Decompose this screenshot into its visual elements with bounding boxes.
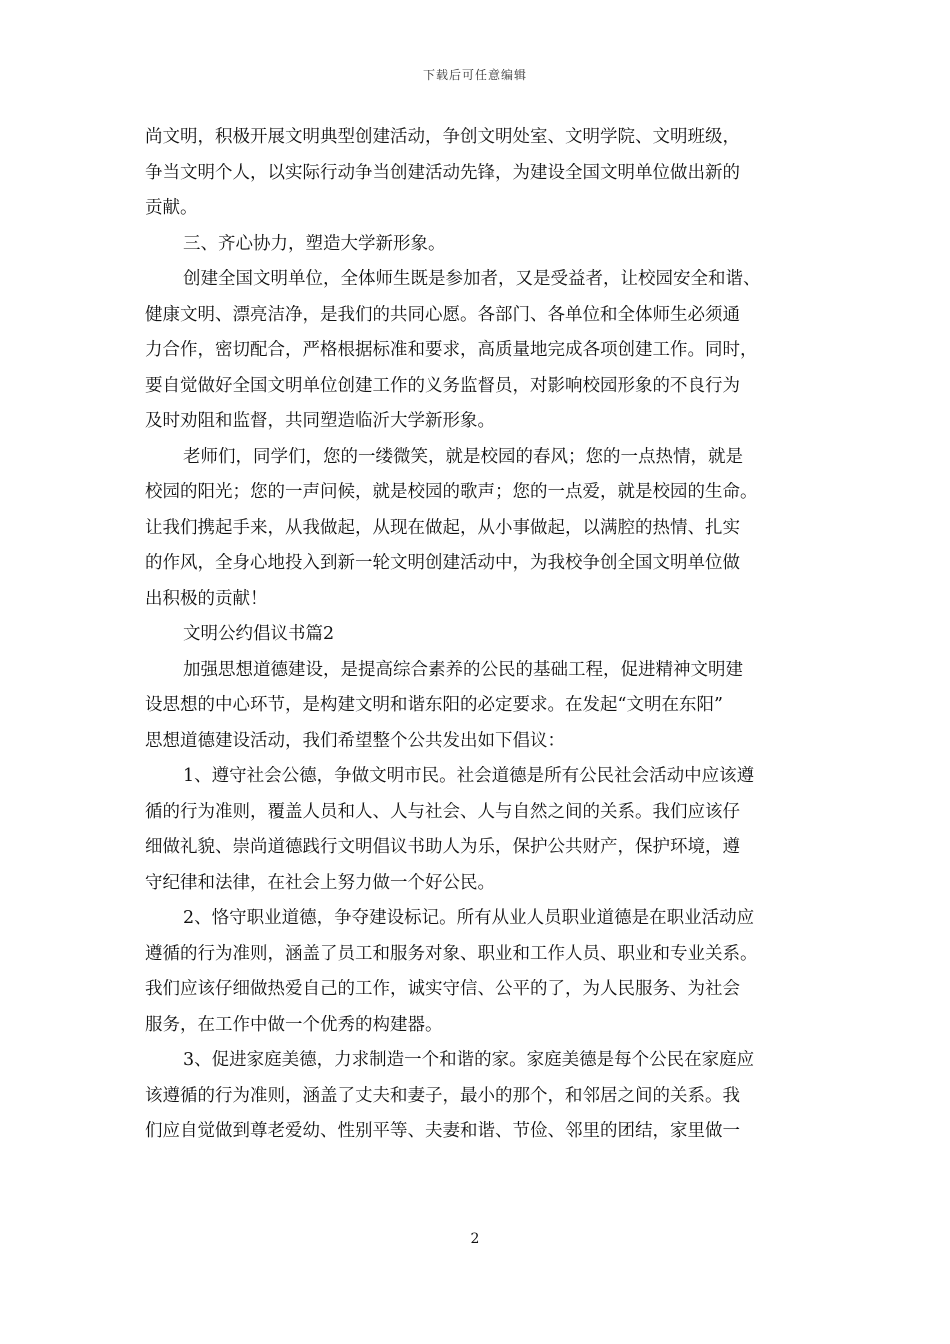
text-line: 及时劝阻和监督，共同塑造临沂大学新形象。: [145, 411, 495, 431]
page-number: 2: [470, 1231, 480, 1247]
text-line: 细做礼貌、崇尚道德践行文明倡议书助人为乐，保护公共财产，保护环境，遵: [145, 837, 740, 857]
text-line: 文明公约倡议书篇2: [183, 624, 335, 644]
text-line: 守纪律和法律，在社会上努力做一个好公民。: [145, 872, 495, 893]
text-line: 2、恪守职业道德，争夺建设标记。所有从业人员职业道德是在职业活动应: [183, 908, 755, 928]
text-line: 要自觉做好全国文明单位创建工作的义务监督员，对影响校园形象的不良行为: [145, 375, 740, 396]
text-line: 思想道德建设活动，我们希望整个公共发出如下倡议：: [145, 730, 565, 751]
text-line: 尚文明，积极开展文明典型创建活动，争创文明处室、文明学院、文明班级，: [145, 127, 740, 147]
text-line: 让我们携起手来，从我做起，从现在做起，从小事做起，以满腔的热情、扎实: [145, 517, 740, 538]
text-line: 循的行为准则，覆盖人员和人、人与社会、人与自然之间的关系。我们应该仔: [145, 801, 740, 822]
text-line: 服务，在工作中做一个优秀的构建器。: [145, 1014, 443, 1035]
text-line: 们应自觉做到尊老爱幼、性别平等、夫妻和谐、节俭、邻里的团结，家里做一: [145, 1121, 740, 1141]
text-line: 的作风，全身心地投入到新一轮文明创建活动中，为我校争创全国文明单位做: [145, 553, 740, 573]
text-line: 三、齐心协力，塑造大学新形象。: [183, 233, 446, 254]
text-line: 争当文明个人，以实际行动争当创建活动先锋，为建设全国文明单位做出新的: [145, 162, 740, 183]
text-line: 加强思想道德建设，是提高综合素养的公民的基础工程，促进精神文明建: [183, 659, 743, 680]
text-line: 1、遵守社会公德，争做文明市民。社会道德是所有公民社会活动中应该遵: [183, 766, 755, 786]
text-line: 遵循的行为准则，涵盖了员工和服务对象、职业和工作人员、职业和专业关系。: [145, 943, 758, 964]
text-line: 贡献。: [145, 198, 198, 218]
text-line: 我们应该仔细做热爱自己的工作，诚实守信、公平的了，为人民服务、为社会: [145, 979, 740, 999]
page-header: 下载后可任意编辑: [422, 68, 527, 82]
document-body: [145, 120, 807, 1150]
text-line: 老师们，同学们，您的一缕微笑，就是校园的春风；您的一点热情，就是: [183, 446, 743, 467]
text-line: 3、促进家庭美德，力求制造一个和谐的家。家庭美德是每个公民在家庭应: [183, 1050, 755, 1070]
text-line: 健康文明、漂亮洁净，是我们的共同心愿。各部门、各单位和全体师生必须通: [145, 304, 740, 325]
text-line: 该遵循的行为准则，涵盖了丈夫和妻子，最小的那个，和邻居之间的关系。我: [145, 1085, 740, 1106]
text-line: 设思想的中心环节，是构建文明和谐东阳的必定要求。在发起“文明在东阳”: [145, 695, 723, 715]
text-line: 出积极的贡献！: [145, 588, 268, 609]
text-line: 创建全国文明单位，全体师生既是参加者，又是受益者，让校园安全和谐、: [183, 269, 761, 289]
text-line: 校园的阳光；您的一声问候，就是校园的歌声；您的一点爱，就是校园的生命。: [145, 482, 758, 502]
text-line: 力合作，密切配合，严格根据标准和要求，高质量地完成各项创建工作。同时，: [145, 340, 758, 360]
